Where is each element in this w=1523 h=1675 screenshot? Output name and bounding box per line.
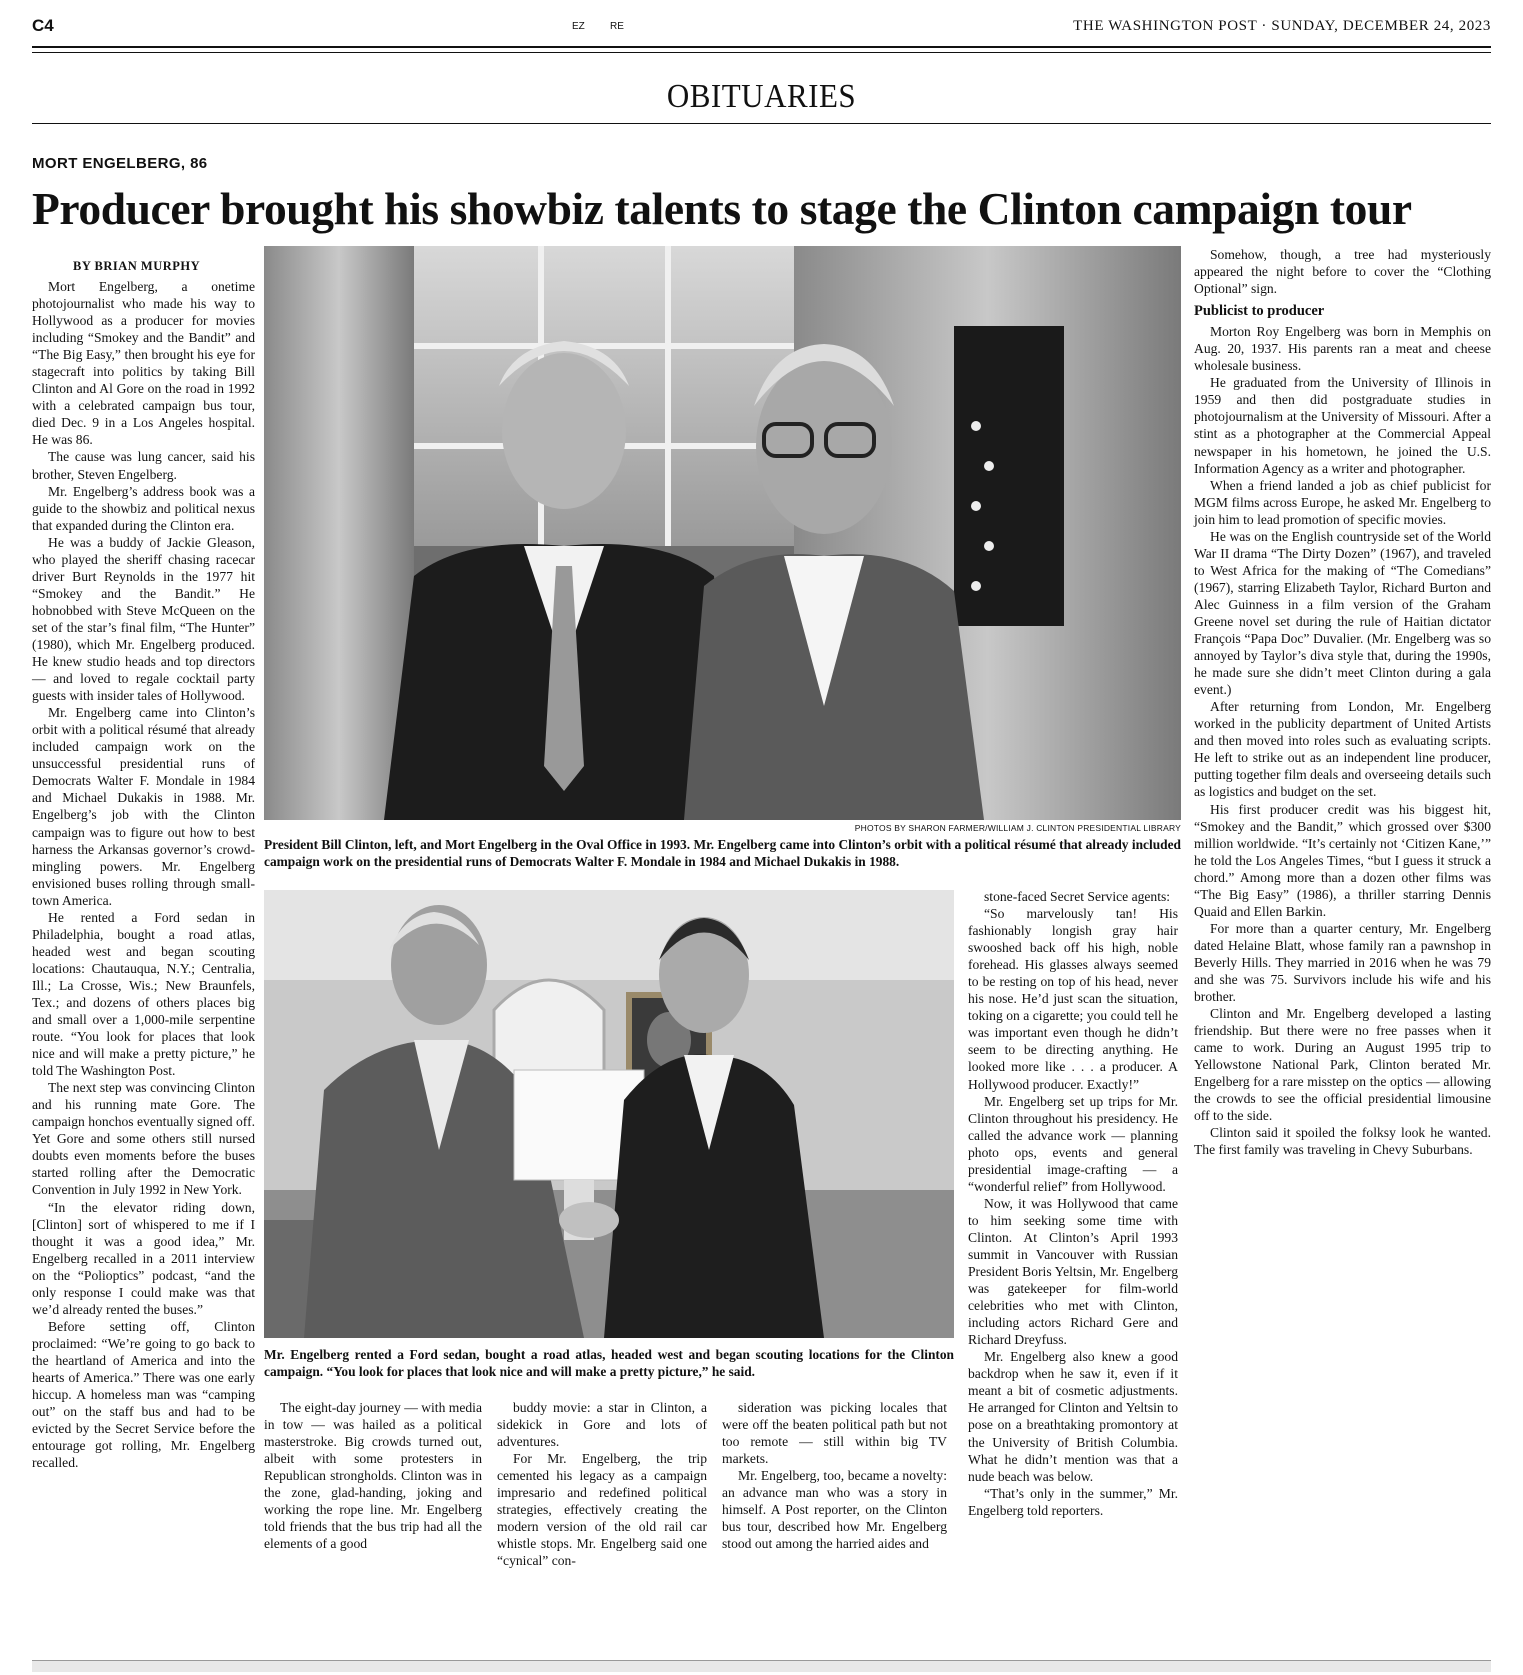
zone-code-left: EZ [572,21,585,32]
article-column-4 [722,1399,947,1552]
article-column-2 [264,1399,482,1552]
paragraph: Somehow, though, a tree had mysteriously appeared the night before to cover the “Clothing Optional” sign. [1194,247,1491,297]
photo-handshake [264,890,954,1338]
photo-credit: PHOTOS BY SHARON FARMER/WILLIAM J. CLINTON PRESIDENTIAL LIBRARY [854,823,1181,833]
paragraph: Now, it was Hollywood that came to him seeking some time with Clinton. At Clinton’s April 1993 summit in Vancouver with Russian President Boris Yeltsin, Mr. Engelberg was gatekeeper for film-world celebrities who met with Clinton, including actors Richard Gere and Richard Dreyfuss. [968,1195,1178,1348]
paragraph: Clinton said it spoiled the folksy look he wanted. The first family was traveling in Chevy Suburbans. [1194,1125,1491,1158]
article-column-5 [968,888,1178,1519]
paragraph: Mr. Engelberg came into Clinton’s orbit with a political résumé that already included campaign work on the unsuccessful presidential runs of Democrats Walter F. Mondale in 1984 and Michael Dukakis in 1988. Mr. Engelberg’s job with the Clinton campaign was to figure out how to best harness the Arkansas governor’s crowd-mingling powers. Mr. Engelberg envisioned buses rolling through small-town America. [32,705,255,908]
paragraph: When a friend landed a job as chief publicist for MGM films across Europe, he asked Mr. Engelberg to join him to lead promotion of specific movies. [1194,477,1491,527]
paragraph: Mr. Engelberg’s address book was a guide to the showbiz and political nexus that expanded during the Clinton era. [32,483,255,533]
kicker: MORT ENGELBERG, 86 [32,155,208,172]
column-6-intro [1194,246,1491,297]
paragraph: Mr. Engelberg set up trips for Mr. Clinton throughout his presidency. He called the advance work — planning photo ops, events and general presidential image-crafting — a “wonderful relief” from Hollywood. [968,1093,1178,1194]
subhead: Publicist to producer [1194,303,1325,320]
paragraph: He was on the English countryside set of the World War II drama “The Dirty Dozen” (1967), and traveled to West Africa for the making of “The Comedians” (1967), starring Elizabeth Taylor, Richard Burton and Alec Guinness in a film version of the Graham Greene novel set during the rule of Haitian dictator François “Papa Doc” Duvalier. (Mr. Engelberg was so annoyed by Taylor’s diva style that, during the 1990s, he made sure she didn’t meet Clinton during a gala event.) [1194,528,1491,698]
paragraph: stone-faced Secret Service agents: [984,889,1171,904]
photo-2-caption: Mr. Engelberg rented a Ford sedan, bought a road atlas, headed west and began scouting locations for the Clinton campaign. “You look for places that look nice and will make a pretty picture,” he said. [264,1347,954,1379]
byline: BY BRIAN MURPHY [73,259,201,273]
article-column-6 [1194,246,1491,1158]
photo-handshake-image [264,890,954,1338]
footer-bar [32,1660,1491,1672]
zone-code-right: RE [610,21,624,32]
paragraph: sideration was picking locales that were off the beaten political path but not too remote — still within big TV markets. [722,1400,947,1467]
paragraph: He graduated from the University of Illinois in 1959 and then did postgraduate studies in photojournalism at the University of Missouri. After a stint as a photographer at the Commercial Appeal newspaper in his hometown, he joined the U.S. Information Agency as a writer and photographer. [1194,375,1491,476]
photo-oval-office-portrait-image [264,246,1181,820]
photo-oval-office-portrait [264,246,1181,820]
section-rule [32,123,1491,124]
column-6-body [1194,323,1491,1158]
paragraph: For more than a quarter century, Mr. Engelberg dated Helaine Blatt, whose family ran a pawnshop in Beverly Hills. They married in 2016 when he was 79 and she was 75. Survivors include his wife and his brother. [1194,920,1491,1005]
paragraph: Mort Engelberg, a onetime photojournalist who made his way to Hollywood as a producer for movies including “Smokey and the Bandit” and “The Big Easy,” then brought his eye for stagecraft into politics by taking Bill Clinton and Al Gore on the road in 1992 with a celebrated campaign bus tour, died Dec. 9 in a Los Angeles hospital. He was 86. [32,279,255,448]
paragraph: “In the elevator riding down, [Clinton] sort of whispered to me if I thought it was a good idea,” Mr. Engelberg recalled in a 2011 interview on the “Polioptics” podcast, “and the only response I could make was that we’d already rented the buses.” [32,1199,255,1317]
paragraph: Morton Roy Engelberg was born in Memphis on Aug. 20, 1937. His parents ran a meat and cheese wholesale business. [1194,324,1491,374]
paragraph: The next step was convincing Clinton and his running mate Gore. The campaign honchos eventually signed off. Yet Gore and some others still nursed doubts even moments before the buses started rolling after the Democratic Convention in July 1992 in New York. [32,1080,255,1198]
dateline: THE WASHINGTON POST · SUNDAY, DECEMBER 24, 2023 [1073,18,1491,34]
paragraph: The eight-day journey — with media in tow — was hailed as a political masterstroke. Big crowds turned out, albeit with some protesters in Republican strongholds. Clinton was in the zone, glad-handing, joking and working the rope line. Mr. Engelberg told friends that the bus trip had all the elements of a good [264,1400,482,1552]
section-title: OBITUARIES [666,76,857,115]
paragraph: The cause was lung cancer, said his brother, Steven Engelberg. [32,449,255,482]
header-rule [32,52,1491,53]
paragraph: Mr. Engelberg also knew a good backdrop when he saw it, even if it meant a bit of cosmetic adjustments. He arranged for Clinton and Yeltsin to pose on a breathtaking promontory at the University of British Columbia. What he didn’t mention was that a nude beach was below. [968,1349,1178,1484]
paragraph: buddy movie: a star in Clinton, a sidekick in Gore and lots of adventures. [497,1400,707,1450]
article-column-1 [32,278,255,1471]
paragraph: After returning from London, Mr. Engelberg worked in the publicity department of United Artists and then moved into roles such as evaluating scripts. He left to strike out as an independent line producer, putting together film deals and overseeing details such as logistics and budget on the set. [1194,699,1491,800]
paragraph: His first producer credit was his biggest hit, “Smokey and the Bandit,” which grossed over $300 million worldwide. “It’s certainly not ‘Citizen Kane,’” he told the Los Angeles Times, “but I guess it struck a chord.” Among more than a dozen other films was “The Big Easy” (1986), a thriller starring Dennis Quaid and Ellen Barkin. [1194,801,1491,919]
paragraph: “So marvelously tan! His fashionably longish gray hair swooshed back off his high, noble forehead. His glasses always seemed to be resting on top of his head, never his nose. He’d just scan the situation, toking on a cigarette; you could tell he was important even though he didn’t seem to be directing anything. He looked more like . . . a producer. A Hollywood producer. Exactly!” [968,906,1178,1092]
page-number: C4 [32,16,54,35]
paragraph: Before setting off, Clinton proclaimed: “We’re going to go back to the heartland of America and into the hearts of America.” There was one early hiccup. A homeless man was “camping out” on the staff bus and had to be evicted by the Secret Service before the entourage got rolling, Mr. Engelberg recalled. [32,1318,255,1471]
article-column-3 [497,1399,707,1569]
paragraph: He was a buddy of Jackie Gleason, who played the sheriff chasing racecar driver Burt Reynolds in the 1977 hit “Smokey and the Bandit.” He hobnobbed with Steve McQueen on the set of the star’s final film, “The Hunter” (1980), which Mr. Engelberg produced. He knew studio heads and top directors — and loved to regale cocktail party guests with insider tales of Hollywood. [32,534,255,704]
headline: Producer brought his showbiz talents to stage the Clinton campaign tour [32,183,1412,234]
paragraph: “That’s only in the summer,” Mr. Engelberg told reporters. [968,1485,1178,1518]
paragraph: Clinton and Mr. Engelberg developed a lasting friendship. But there were no free passes when it came to work. During an August 1995 trip to Yellowstone National Park, Clinton berated Mr. Engelberg for a rare misstep on the optics — allowing the crowds to see the official presidential limousine off to the side. [1194,1006,1491,1124]
paragraph: He rented a Ford sedan in Philadelphia, bought a road atlas, headed west and began scouting locations: Chautauqua, N.Y.; Centralia, Ill.; La Crosse, Wis.; New Braunfels, Tex.; and dozens of others places big and small over a 1,000-mile serpentine route. “You look for places that look nice and will make a pretty picture,” he told The Washington Post. [32,909,255,1079]
paragraph: For Mr. Engelberg, the trip cemented his legacy as a campaign impresario and redefined political strategies, effectively creating the modern version of the old rail car whistle stops. Mr. Engelberg said one “cynical” con- [497,1451,707,1569]
photo-1-caption: President Bill Clinton, left, and Mort Engelberg in the Oval Office in 1993. Mr. Engelberg came into Clinton’s orbit with a political résumé that already included campaign work on the presidential runs of Democrats Walter F. Mondale in 1984 and Michael Dukakis in 1988. [264,837,1181,869]
page-header [32,14,1491,48]
paragraph: Mr. Engelberg, too, became a novelty: an advance man who was a story in himself. A Post reporter, on the Clinton bus tour, described how Mr. Engelberg stood out among the harried aides and [722,1468,947,1552]
